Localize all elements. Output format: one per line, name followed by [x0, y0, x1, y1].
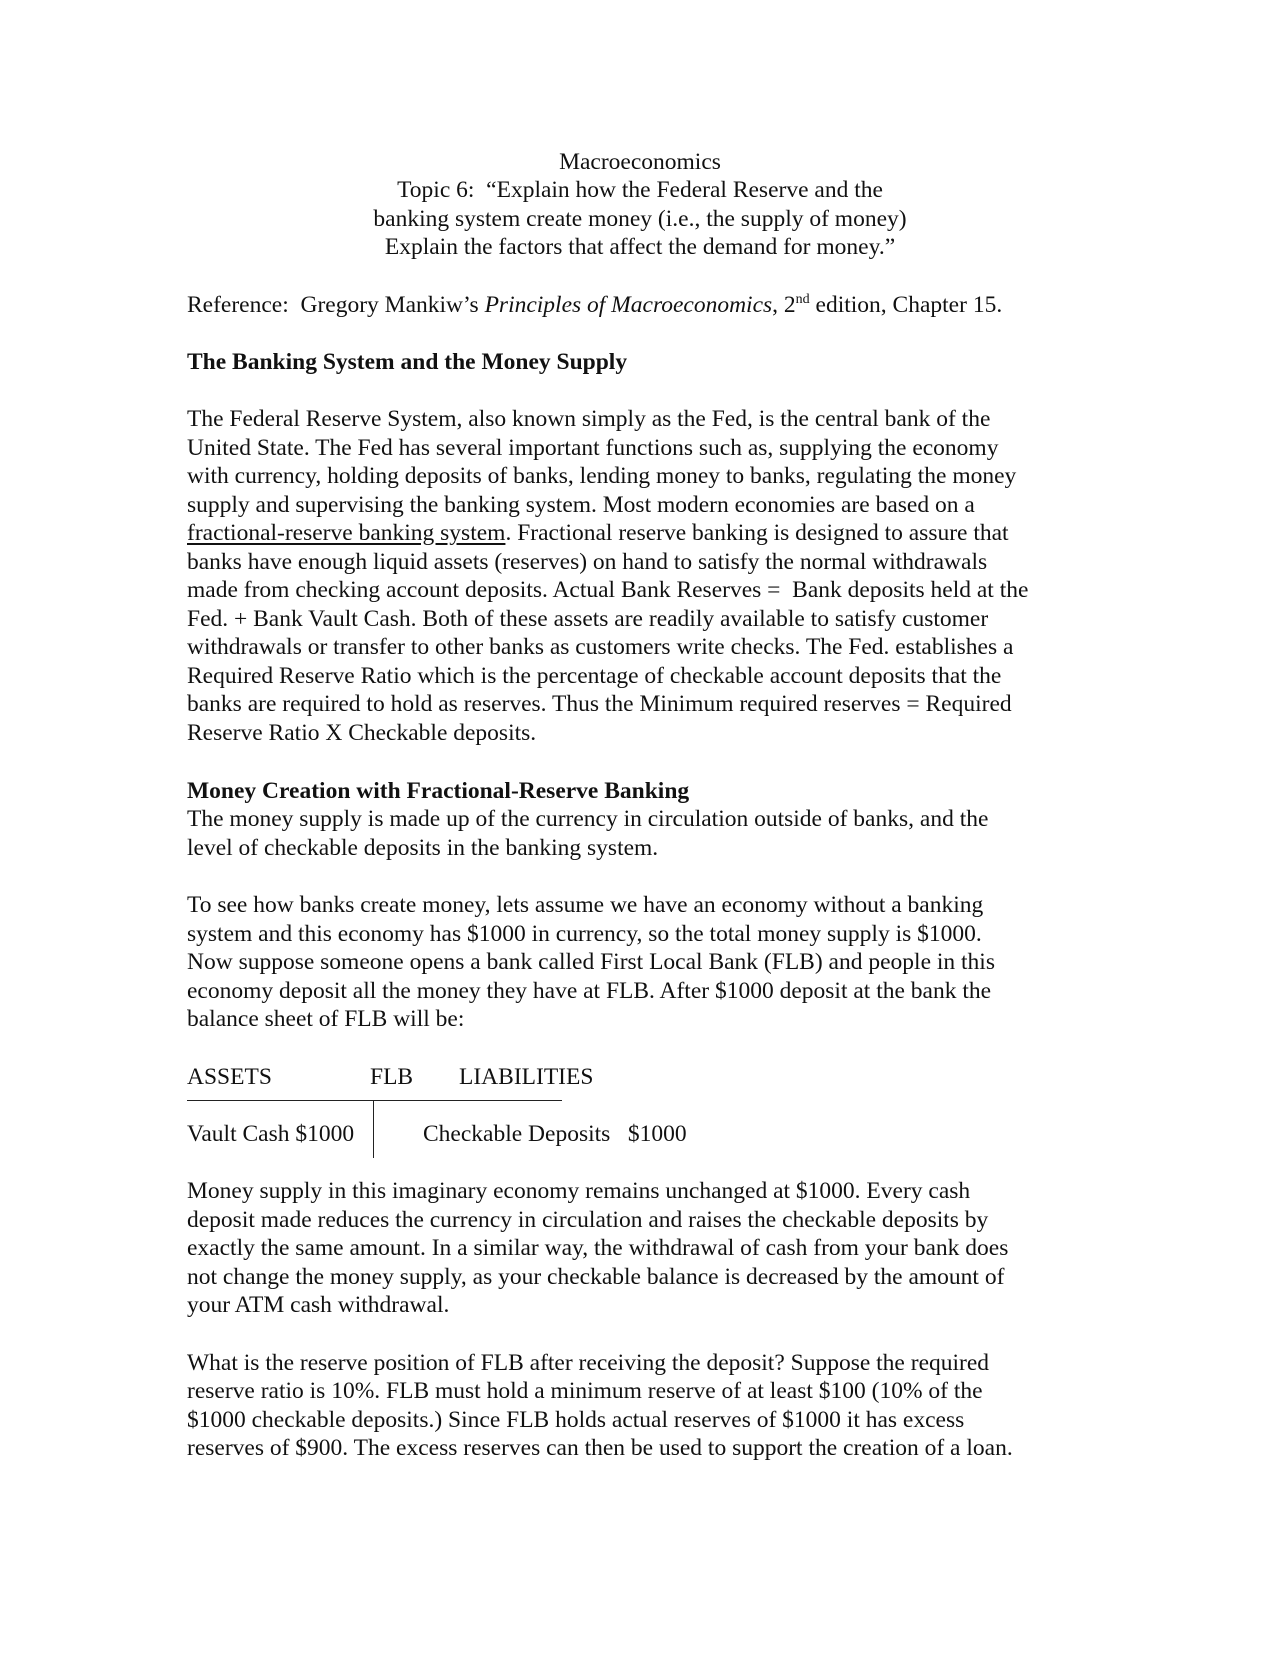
- t-account-horizontal-rule: [187, 1100, 562, 1101]
- reference-book-title: Principles of Macroeconomics: [484, 292, 773, 318]
- paragraph-line: banks are required to hold as reserves. Thus the Minimum required reserves = Required: [187, 691, 1012, 717]
- paragraph-line: level of checkable deposits in the banking system.: [187, 835, 659, 861]
- section-heading-money-creation: Money Creation with Fractional-Reserve Banking: [187, 778, 690, 804]
- paragraph-line: [187, 519, 1009, 547]
- document-topic-line-1: Topic 6: “Explain how the Federal Reserve and the: [397, 177, 883, 203]
- paragraph-line: not change the money supply, as your checkable balance is decreased by the amount of: [187, 1264, 1005, 1290]
- paragraph-line: made from checking account deposits. Actual Bank Reserves = Bank deposits held at the: [187, 577, 1029, 603]
- paragraph-line: United State. The Fed has several important functions such as, supplying the economy: [187, 435, 999, 461]
- t-account-liability-entry: Checkable Deposits $1000: [423, 1121, 687, 1147]
- paragraph-line: with currency, holding deposits of banks, lending money to banks, regulating the money: [187, 463, 1017, 489]
- paragraph-line: Required Reserve Ratio which is the percentage of checkable account deposits that the: [187, 663, 1002, 689]
- underlined-term-fractional-reserve: fractional-reserve banking system: [187, 520, 506, 546]
- document-topic-line-2: banking system create money (i.e., the supply of money): [373, 206, 907, 232]
- paragraph-line: deposit made reduces the currency in circulation and raises the checkable deposits by: [187, 1207, 989, 1233]
- paragraph-line: The money supply is made up of the currency in circulation outside of banks, and the: [187, 806, 989, 832]
- paragraph-line: Fed. + Bank Vault Cash. Both of these assets are readily available to satisfy customer: [187, 606, 989, 632]
- paragraph-line: Reserve Ratio X Checkable deposits.: [187, 720, 537, 746]
- paragraph-line: What is the reserve position of FLB after receiving the deposit? Suppose the required: [187, 1350, 990, 1376]
- t-account-asset-entry: Vault Cash $1000: [187, 1121, 355, 1147]
- reference-line: [187, 291, 1002, 319]
- paragraph-line: economy deposit all the money they have at FLB. After $1000 deposit at the bank the: [187, 978, 992, 1004]
- paragraph-line: Now suppose someone opens a bank called First Local Bank (FLB) and people in this: [187, 949, 995, 975]
- paragraph-line: withdrawals or transfer to other banks as customers write checks. The Fed. establishes a: [187, 634, 1014, 660]
- t-account-assets-label: ASSETS: [187, 1064, 272, 1090]
- reference-prefix: Reference: Gregory Mankiw’s: [187, 292, 485, 318]
- t-account-bank-label: FLB: [370, 1064, 414, 1090]
- paragraph-line: reserve ratio is 10%. FLB must hold a minimum reserve of at least $100 (10% of the: [187, 1378, 983, 1404]
- paragraph-line: reserves of $900. The excess reserves can then be used to support the creation of a loan.: [187, 1435, 1013, 1461]
- paragraph-line: supply and supervising the banking system. Most modern economies are based on a: [187, 492, 975, 518]
- reference-suffix: edition, Chapter 15.: [809, 292, 1003, 318]
- paragraph-line: The Federal Reserve System, also known simply as the Fed, is the central bank of the: [187, 406, 991, 432]
- paragraph-line: banks have enough liquid assets (reserves) on hand to satisfy the normal withdrawals: [187, 549, 988, 575]
- paragraph-line: your ATM cash withdrawal.: [187, 1292, 450, 1318]
- paragraph-line: balance sheet of FLB will be:: [187, 1006, 465, 1032]
- paragraph-line: system and this economy has $1000 in currency, so the total money supply is $1000.: [187, 921, 982, 947]
- document-topic-line-3: Explain the factors that affect the demand for money.”: [384, 234, 896, 260]
- paragraph-line: $1000 checkable deposits.) Since FLB holds actual reserves of $1000 it has excess: [187, 1407, 965, 1433]
- reference-edition-superscript: nd: [795, 292, 810, 307]
- paragraph-line: exactly the same amount. In a similar way, the withdrawal of cash from your bank does: [187, 1235, 1009, 1261]
- reference-edition-number: , 2: [772, 292, 796, 318]
- t-account-vertical-rule: [373, 1100, 374, 1158]
- section-heading-banking-system: The Banking System and the Money Supply: [187, 349, 628, 375]
- document-course-title: Macroeconomics: [559, 149, 721, 175]
- t-account-liabilities-label: LIABILITIES: [459, 1064, 594, 1090]
- paragraph-line: Money supply in this imaginary economy remains unchanged at $1000. Every cash: [187, 1178, 971, 1204]
- paragraph-line-rest: . Fractional reserve banking is designed to assure that: [505, 520, 1009, 546]
- paragraph-line: To see how banks create money, lets assume we have an economy without a banking: [187, 892, 984, 918]
